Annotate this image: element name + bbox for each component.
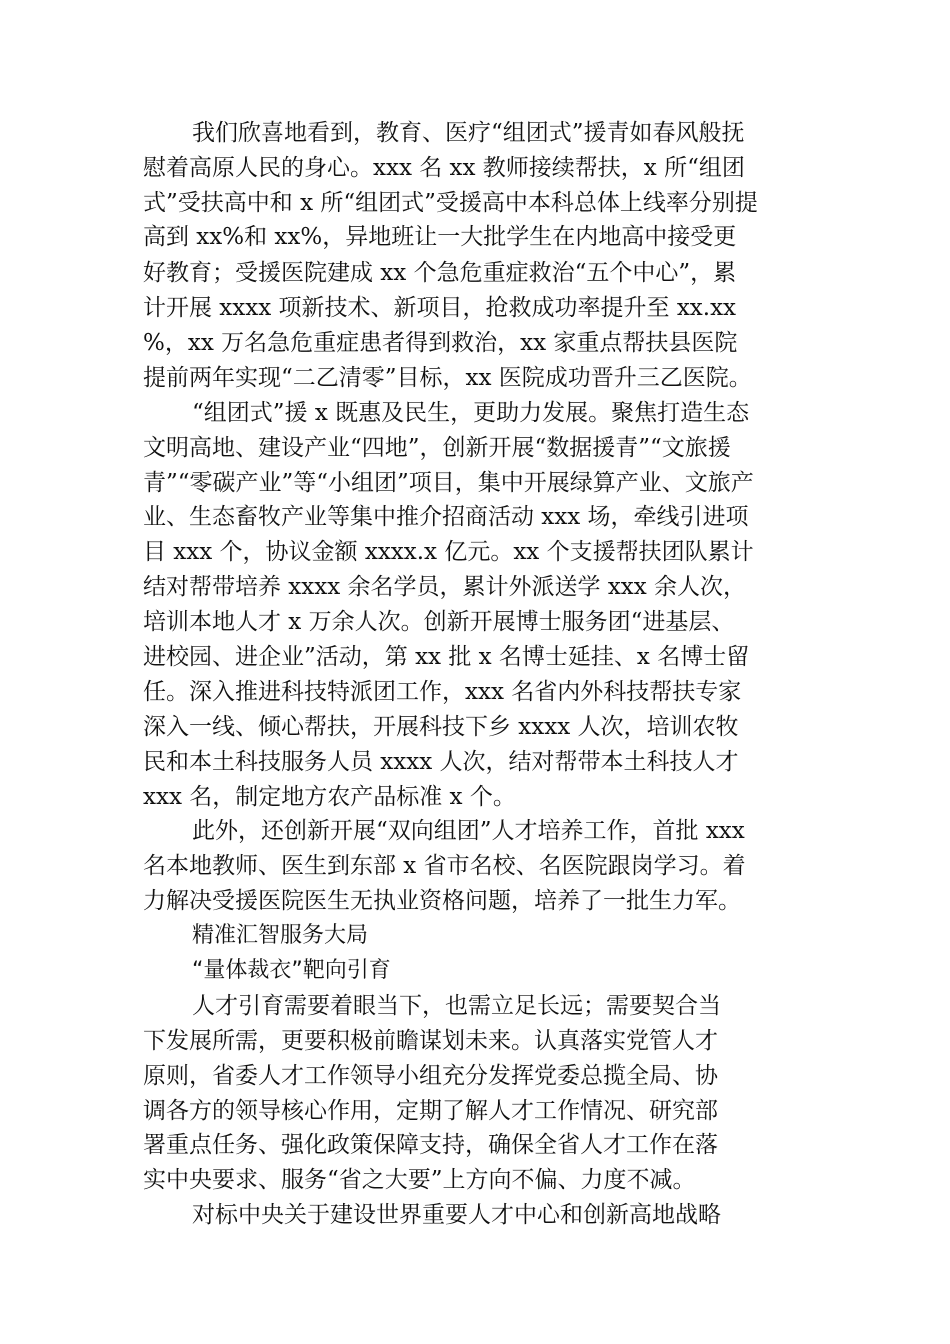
text-line: 目 xxx 个，协议金额 xxxx.x 亿元。xx 个支援帮扶团队累计	[143, 539, 754, 565]
text-line: 业、生态畜牧产业等集中推介招商活动 xxx 场，牵线引进项	[143, 504, 749, 530]
text-line: 下发展所需，更要积极前瞻谋划未来。认真落实党管人才	[143, 1028, 718, 1054]
text-line: 深入一线、倾心帮扶，开展科技下乡 xxxx 人次，培训农牧	[143, 714, 739, 740]
text-line: %，xx 万名急危重症患者得到救治，xx 家重点帮扶县医院	[143, 330, 738, 356]
text-line: 任。深入推进科技特派团工作，xxx 名省内外科技帮扶专家	[143, 679, 742, 705]
text-line: 提前两年实现“二乙清零”目标，xx 医院成功晋升三乙医院。	[143, 365, 752, 391]
section-heading: 精准汇智服务大局	[192, 923, 369, 948]
text-line: “组团式”援 x 既惠及民生，更助力发展。聚焦打造生态	[192, 400, 750, 426]
text-line: 结对帮带培养 xxxx 余名学员，累计外派送学 xxx 余人次，	[143, 574, 747, 600]
text-line: 好教育；受援医院建成 xx 个急危重症救治“五个中心”，累	[143, 260, 737, 286]
text-line: 原则，省委人才工作领导小组充分发挥党委总揽全局、协	[143, 1063, 718, 1089]
text-line: 对标中央关于建设世界重要人才中心和创新高地战略	[192, 1202, 721, 1228]
text-line: 此外，还创新开展“双向组团”人才培养工作，首批 xxx	[192, 818, 745, 844]
text-line: 实中央要求、服务“省之大要”上方向不偏、力度不减。	[143, 1167, 696, 1193]
text-line: 高到 xx%和 xx%，异地班让一大批学生在内地高中接受更	[143, 224, 737, 250]
text-line: 文明高地、建设产业“四地”，创新开展“数据援青”“文旅援	[143, 435, 731, 461]
text-line: 民和本土科技服务人员 xxxx 人次，结对帮带本土科技人才	[143, 749, 739, 775]
text-line: 慰着高原人民的身心。xxx 名 xx 教师接续帮扶，x 所“组团	[143, 155, 745, 181]
text-line: 人才引育需要着眼当下，也需立足长远；需要契合当	[192, 993, 721, 1019]
text-line: 名本地教师、医生到东部 x 省市名校、名医院跟岗学习。着	[143, 853, 746, 879]
text-line: 进校园、进企业”活动，第 xx 批 x 名博士延挂、x 名博士留	[143, 644, 750, 670]
text-line: xxx 名，制定地方农产品标准 x 个。	[143, 784, 516, 810]
text-line: 我们欣喜地看到，教育、医疗“组团式”援青如春风般抚	[192, 120, 745, 146]
text-line: 调各方的领导核心作用，定期了解人才工作情况、研究部	[143, 1098, 718, 1124]
text-line: 培训本地人才 x 万余人次。创新开展博士服务团“进基层、	[143, 609, 735, 635]
text-line: 青”“零碳产业”等“小组团”项目，集中开展绿算产业、文旅产	[143, 470, 754, 496]
section-subheading: “量体裁衣”靶向引育	[192, 958, 391, 983]
text-line: 署重点任务、强化政策保障支持，确保全省人才工作在落	[143, 1132, 718, 1158]
text-line: 式”受扶高中和 x 所“组团式”受援高中本科总体上线率分别提	[143, 190, 758, 216]
text-line: 力解决受援医院医生无执业资格问题，培养了一批生力军。	[143, 888, 741, 914]
text-line: 计开展 xxxx 项新技术、新项目，抢救成功率提升至 xx.xx	[143, 295, 737, 321]
